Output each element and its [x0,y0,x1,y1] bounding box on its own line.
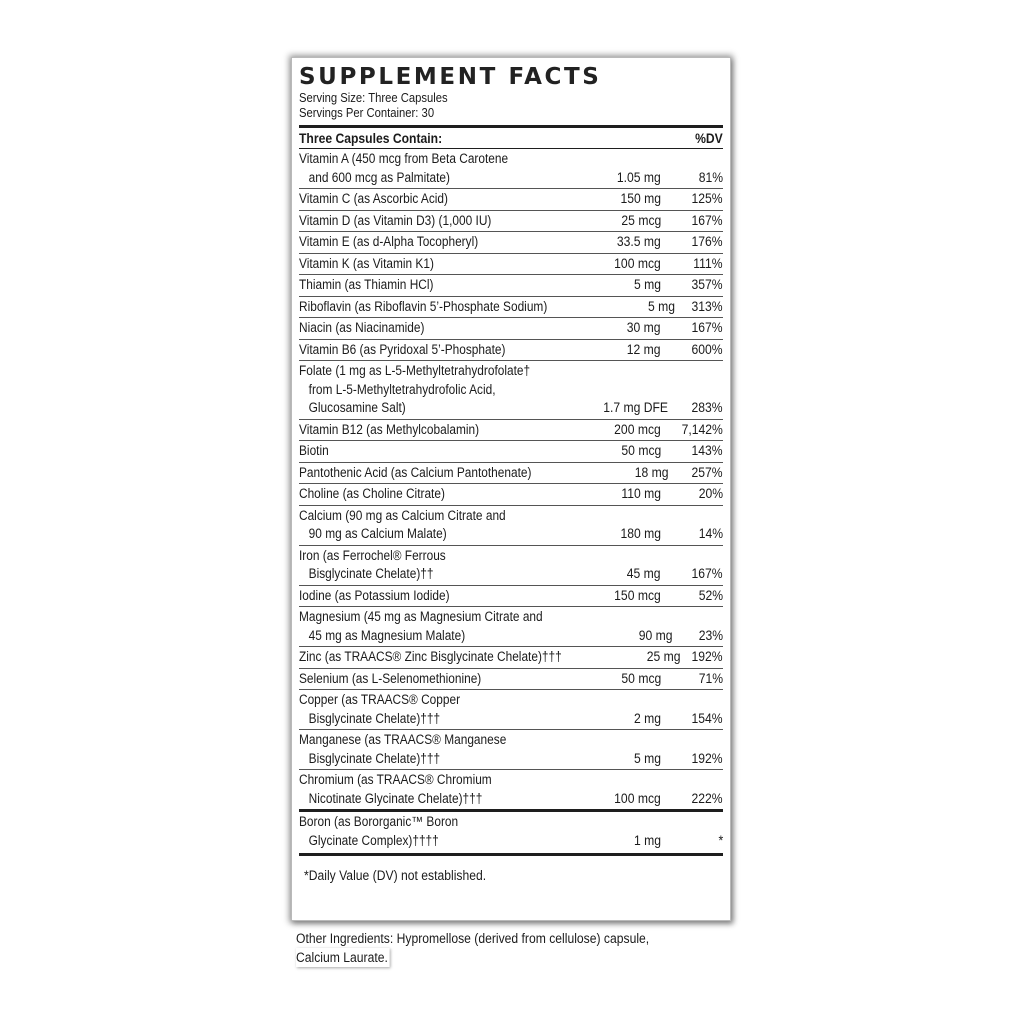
nutrient-dv-text: 257% [691,464,723,480]
nutrient-dv-text: * [718,832,723,848]
other-ingredients-line1: Other Ingredients: Hypromellose (derived from cellulose) capsule, [296,931,650,946]
nutrient-dv-text: 23% [698,627,723,643]
nutrient-dv-text: 111% [693,255,723,271]
nutrient-dv [661,341,723,360]
nutrient-name-line: Zinc (as TRAACS® Zinc Bisglycinate Chelate)††† [299,649,562,664]
nutrient-dv [669,464,723,483]
table-row [299,274,723,296]
nutrient-dv-text: 357% [691,277,723,292]
nutrient-amount [541,212,661,231]
table-row [299,317,723,339]
nutrient-amount-text: 50 mcg [621,670,661,686]
nutrient-dv [680,648,723,667]
nutrient-name-line: Folate (1 mg as L-5-Methyltetrahydrofolate† [299,363,531,378]
nutrient-name [299,464,563,483]
nutrient-name-line: Copper (as TRAACS® Copper [299,692,461,707]
supplement-facts-panel [291,57,731,921]
other-ingredients-line2: Calcium Laurate. [296,950,388,965]
table-row [299,148,723,188]
nutrient-dv [661,276,723,295]
nutrient-amount [541,319,661,338]
nutrient-name [299,421,541,440]
nutrient-name-line: Selenium (as L-Selenomethionine) [299,670,482,686]
nutrient-name-line: Manganese (as TRAACS® Manganese [299,732,507,747]
table-row [299,419,723,441]
nutrient-amount [598,648,681,667]
footnote [299,856,723,883]
nutrient-amount-text: 110 mg [621,486,661,501]
nutrient-name-line: Biotin [299,443,329,458]
nutrient-name-line: Calcium (90 mg as Calcium Citrate and [299,507,506,523]
nutrient-dv-text: 176% [691,234,723,249]
nutrient-amount [562,399,668,418]
nutrient-name-line: 45 mg as Magnesium Malate) [308,627,466,643]
nutrient-amount-text: 33.5 mg [617,234,661,249]
nutrient-dv-text: 125% [691,191,723,206]
nutrient-name [299,442,541,461]
nutrient-dv [661,587,723,606]
table-row [299,809,723,851]
nutrient-dv [661,421,723,440]
nutrient-amount-text: 180 mg [620,526,661,541]
nutrient-name [299,813,541,850]
nutrient-name [299,298,581,317]
nutrient-name-line: Glycinate Complex)†††† [308,832,439,848]
nutrient-dv [661,233,723,252]
nutrient-name-line: Vitamin B12 (as Methylcobalamin) [299,421,480,437]
nutrient-amount [541,710,661,729]
nutrient-dv [661,319,723,338]
nutrient-name [299,362,562,418]
nutrient-name [299,276,541,295]
nutrient-amount-text: 90 mg [639,627,673,643]
nutrient-amount [541,341,661,360]
nutrient-dv [661,565,723,584]
nutrient-amount [541,565,661,584]
nutrient-dv [661,169,723,188]
nutrient-name [299,587,541,606]
nutrient-dv [675,298,723,317]
nutrient-dv [661,190,723,209]
nutrient-amount-text: 5 mg [633,277,661,292]
nutrient-amount-text: 100 mcg [614,255,661,271]
nutrient-amount [581,298,675,317]
nutrient-name-line: Iodine (as Potassium Iodide) [299,587,450,603]
nutrient-name-line: Vitamin K (as Vitamin K1) [299,255,434,271]
nutrient-dv [661,710,723,729]
nutrient-name [299,190,541,209]
nutrient-name-line: Vitamin A (450 mcg from Beta Carotene [299,151,509,166]
nutrient-dv [661,525,723,544]
nutrient-name-line: Niacin (as Niacinamide) [299,320,425,335]
nutrient-dv [661,832,723,851]
table-row [299,606,723,646]
nutrient-amount [541,421,661,440]
nutrient-amount [541,750,661,769]
nutrient-amount-text: 45 mg [627,566,661,581]
nutrient-name-line: Magnesium (45 mg as Magnesium Citrate and [299,609,543,624]
nutrient-name [299,233,541,252]
column-header [299,128,723,148]
nutrient-name [299,319,541,338]
nutrient-name-line: Riboflavin (as Riboflavin 5’-Phosphate Sodium) [299,298,548,314]
nutrient-dv-text: 143% [691,443,723,458]
table-row [299,646,723,668]
nutrient-name [299,771,541,808]
nutrient-dv-text: 154% [691,710,723,726]
nutrient-name [299,691,541,728]
nutrient-name [299,212,541,231]
nutrient-dv-text: 283% [691,400,723,415]
table-row [299,188,723,210]
nutrient-name-line: Pantothenic Acid (as Calcium Pantothenate) [299,464,532,480]
nutrient-name-line: Vitamin C (as Ascorbic Acid) [299,191,448,206]
nutrient-amount [541,190,661,209]
nutrient-name-line: Glucosamine Salt) [308,400,406,415]
table-row [299,668,723,690]
nutrient-amount [541,169,661,188]
nutrient-name [299,255,541,274]
nutrient-dv [661,485,723,504]
other-ingredients [296,929,716,967]
nutrient-name [299,731,541,768]
nutrient-dv [661,442,723,461]
nutrient-name [299,648,598,667]
nutrient-amount [541,255,661,274]
nutrient-amount [576,627,673,646]
nutrient-dv [661,212,723,231]
servings-per-container: Servings Per Container: 30 [299,106,435,120]
serving-size: Serving Size: Three Capsules [299,91,448,105]
nutrient-name [299,507,541,544]
nutrient-amount-text: 5 mg [633,750,661,766]
nutrient-name-line: Chromium (as TRAACS® Chromium [299,772,492,787]
nutrient-name-line: Nicotinate Glycinate Chelate)††† [308,790,483,806]
nutrient-amount-text: 2 mg [633,710,661,726]
nutrient-dv-text: 71% [698,670,723,686]
nutrient-amount-text: 25 mg [646,649,681,664]
nutrient-amount-text: 1 mg [633,832,661,848]
panel-content [299,63,723,883]
nutrient-amount-text: 100 mcg [614,790,661,806]
nutrient-name-line: Thiamin (as Thiamin HCl) [299,277,434,292]
nutrient-dv-text: 167% [691,212,723,228]
nutrient-amount [541,485,661,504]
nutrient-amount [541,525,661,544]
nutrient-name [299,608,576,645]
table-row [299,339,723,361]
nutrient-name [299,547,541,584]
nutrient-amount-text: 150 mg [620,191,661,206]
nutrient-amount [541,233,661,252]
table-row [299,231,723,253]
nutrient-dv [668,399,723,418]
table-row [299,253,723,275]
nutrient-dv-text: 192% [691,649,723,664]
footnote-text: *Daily Value (DV) not established. [304,868,487,883]
nutrient-dv-text: 52% [698,587,723,603]
nutrient-dv [661,750,723,769]
nutrient-amount [541,670,661,689]
nutrient-name-line: Boron (as Bororganic™ Boron [299,814,459,829]
table-row [299,210,723,232]
nutrient-amount [563,464,668,483]
nutrient-dv-text: 167% [691,566,723,581]
table-row [299,360,723,419]
table-row [299,440,723,462]
table-row [299,585,723,607]
nutrient-dv-text: 7,142% [681,421,723,437]
table-row [299,505,723,545]
nutrient-dv-text: 192% [691,750,723,766]
nutrient-dv [661,255,723,274]
nutrient-amount-text: 1.7 mg DFE [603,400,669,415]
nutrient-dv [661,670,723,689]
nutrient-name [299,485,541,504]
nutrient-amount [541,587,661,606]
nutrient-amount-text: 25 mcg [621,212,661,228]
nutrient-amount-text: 50 mcg [621,443,661,458]
nutrient-amount-text: 12 mg [627,341,661,357]
nutrient-dv-text: 14% [698,526,723,541]
nutrient-name-line: Bisglycinate Chelate)††† [308,710,441,726]
table-row [299,296,723,318]
nutrient-amount [541,276,661,295]
nutrient-amount [541,790,661,809]
header-left: Three Capsules Contain: [299,130,443,146]
nutrient-amount-text: 200 mcg [614,421,661,437]
nutrient-dv-text: 20% [698,486,723,501]
nutrient-dv [673,627,723,646]
table-row [299,689,723,729]
nutrient-name-line: Vitamin B6 (as Pyridoxal 5’-Phosphate) [299,341,506,357]
nutrient-amount [541,442,661,461]
nutrient-dv-text: 313% [691,298,723,314]
nutrient-name [299,150,541,187]
nutrient-amount [541,832,661,851]
nutrient-name-line: Bisglycinate Chelate)††† [308,750,441,766]
nutrient-dv-text: 81% [698,169,723,185]
nutrient-name-line: 90 mg as Calcium Malate) [308,526,447,541]
nutrient-dv-text: 600% [691,341,723,357]
nutrient-name-line: and 600 mcg as Palmitate) [308,169,451,185]
nutrient-table [299,148,723,851]
table-row [299,769,723,809]
nutrient-name-line: Bisglycinate Chelate)†† [308,566,434,581]
nutrient-dv [661,790,723,809]
nutrient-amount-text: 30 mg [627,320,661,335]
table-row [299,545,723,585]
nutrient-name-line: from L-5-Methyltetrahydrofolic Acid, [308,381,496,397]
nutrient-name-line: Vitamin D (as Vitamin D3) (1,000 IU) [299,212,492,228]
header-right: %DV [695,130,723,146]
nutrient-name-line: Vitamin E (as d-Alpha Tocopheryl) [299,234,479,249]
table-row [299,462,723,484]
nutrient-amount-text: 1.05 mg [617,169,661,185]
table-row [299,729,723,769]
nutrient-amount-text: 150 mcg [614,587,661,603]
table-row [299,483,723,505]
nutrient-name-line: Choline (as Choline Citrate) [299,486,445,501]
nutrient-name [299,341,541,360]
nutrient-amount-text: 18 mg [634,464,669,480]
nutrient-dv-text: 167% [691,320,723,335]
nutrient-name-line: Iron (as Ferrochel® Ferrous [299,547,446,563]
nutrient-amount-text: 5 mg [647,298,675,314]
nutrient-dv-text: 222% [691,790,723,806]
panel-title: SUPPLEMENT FACTS [299,64,602,90]
nutrient-name [299,670,541,689]
